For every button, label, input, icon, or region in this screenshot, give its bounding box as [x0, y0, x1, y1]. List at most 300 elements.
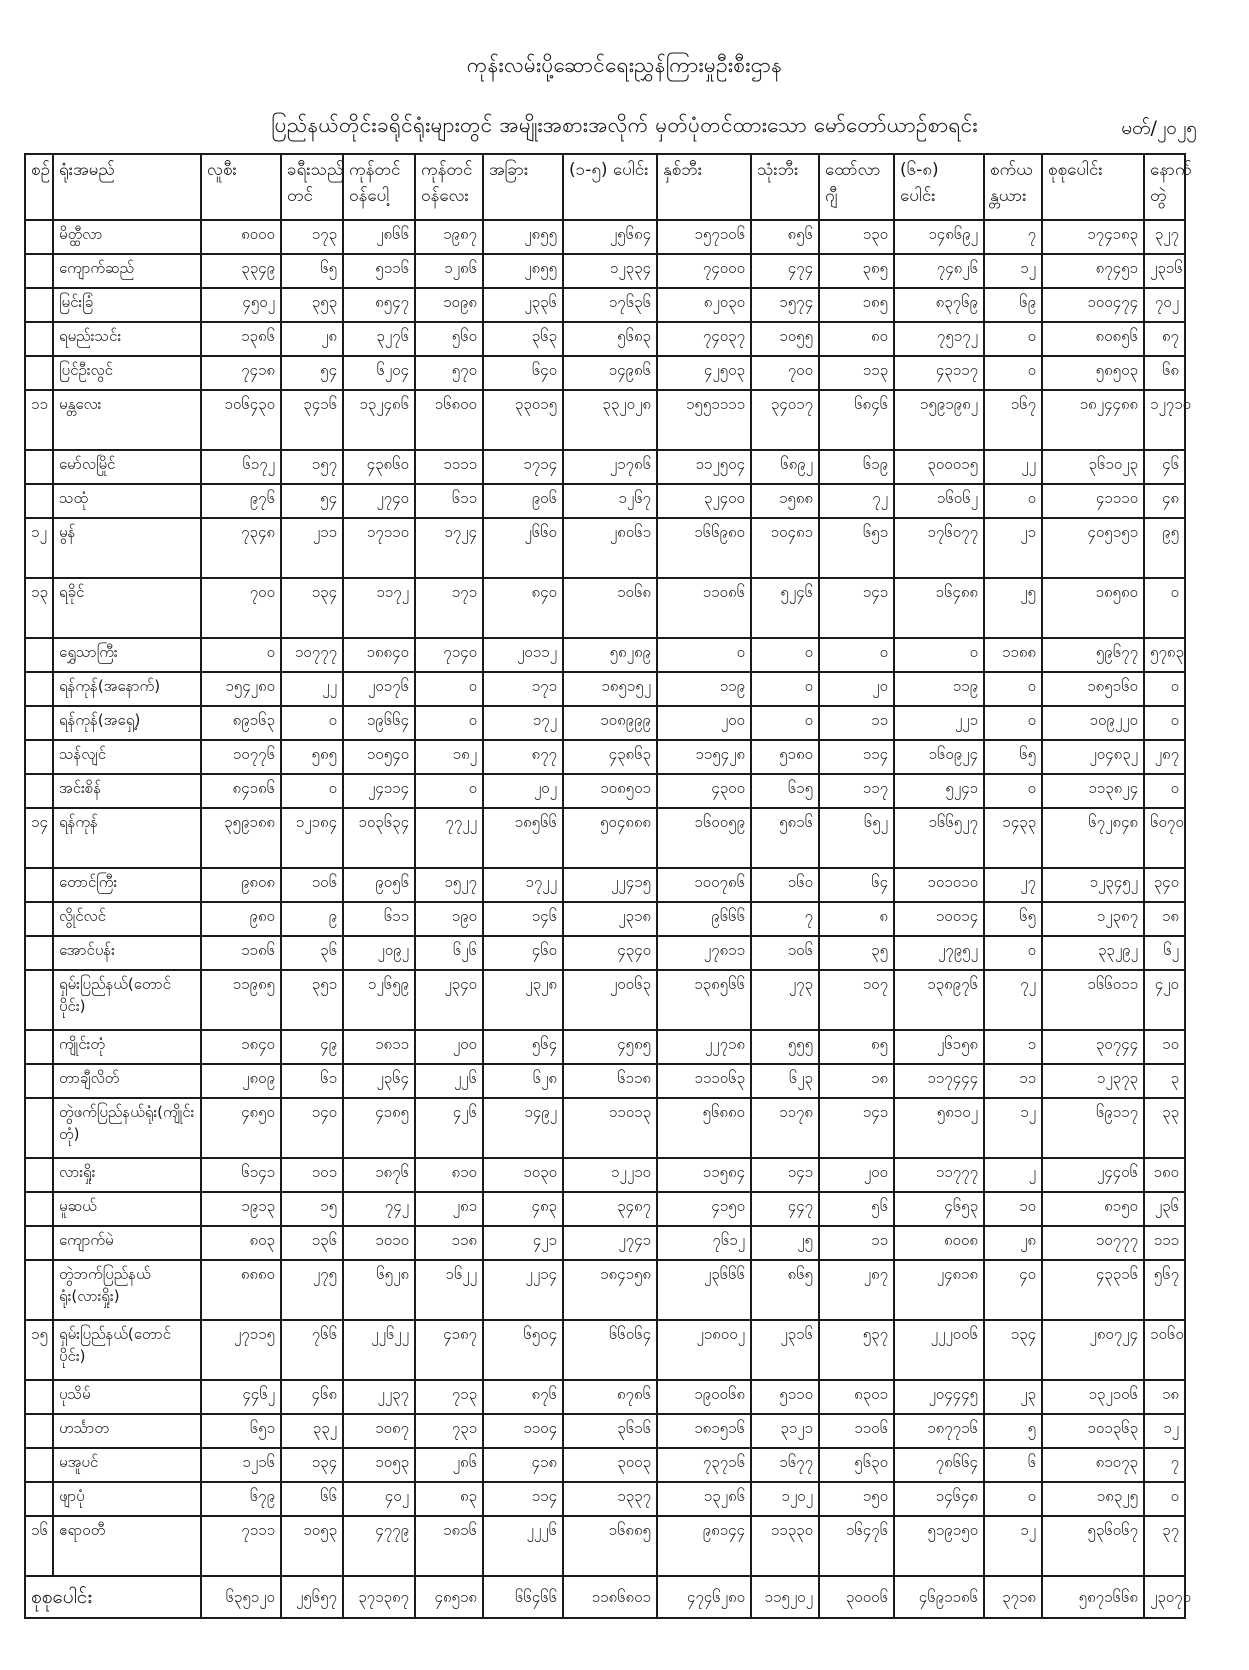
value-cell: ၀	[1144, 578, 1185, 638]
value-cell: ၁၀၈၉၉၉	[563, 706, 657, 740]
value-cell: ၄၆	[1144, 450, 1185, 484]
value-cell: ၁၄၀	[281, 1098, 343, 1158]
value-cell: ၀	[201, 638, 281, 672]
value-cell: ၈	[819, 902, 894, 936]
value-cell: ၁၀၉၂၂၀	[1042, 706, 1144, 740]
value-cell: ၄၇၇၉	[343, 1516, 415, 1576]
value-cell: ၂၂၆	[415, 1064, 483, 1098]
value-cell: ၁၁	[984, 1064, 1042, 1098]
serial-number-cell	[25, 1064, 53, 1098]
value-cell: ၂၃၄၀	[415, 970, 483, 1030]
value-cell: ၁၆၈၀၀	[415, 390, 483, 450]
value-cell: ၁၄၆၄၈	[894, 1482, 984, 1516]
total-value-cell: ၄၈၅၁၈	[415, 1576, 483, 1618]
value-cell: ၆၆	[281, 1482, 343, 1516]
value-cell: ၀	[1144, 1482, 1185, 1516]
value-cell: ၁	[984, 1030, 1042, 1064]
value-cell: ၅၃၇	[819, 1320, 894, 1380]
value-cell: ၆၆၀၆၄	[563, 1320, 657, 1380]
value-cell: ၃၆၃	[483, 322, 563, 356]
value-cell: ၉၅	[1144, 518, 1185, 578]
value-cell: ၂၄၈၁၈	[894, 1260, 984, 1320]
office-name-cell: မော်လမြိုင်	[53, 450, 201, 484]
value-cell: ၁၆၀၀၅၉	[657, 808, 751, 868]
value-cell: ၁၀၅၄၀	[343, 740, 415, 774]
value-cell: ၁၀၅၅	[751, 322, 819, 356]
office-name-cell: မွန်	[53, 518, 201, 578]
serial-number-cell	[25, 220, 53, 254]
value-cell: ၂၈၀၇၂၄	[1042, 1320, 1144, 1380]
serial-number-cell: ၁၆	[25, 1516, 53, 1576]
value-cell: ၁၆၇၇	[751, 1448, 819, 1482]
value-cell: ၂၀၁၇၆	[343, 672, 415, 706]
serial-number-cell	[25, 1158, 53, 1192]
serial-number-cell: ၁၂	[25, 518, 53, 578]
value-cell: ၄၆၅၃	[894, 1192, 984, 1226]
value-cell: ၁၁၈၆	[201, 936, 281, 970]
value-cell: ၇၄၂	[343, 1192, 415, 1226]
value-cell: ၉၆၆၆	[657, 902, 751, 936]
value-cell: ၂၀၀	[657, 706, 751, 740]
value-cell: ၁၁၉၈၅	[201, 970, 281, 1030]
value-cell: ၃၄၀၁၇	[751, 390, 819, 450]
value-cell: ၄၅၈၅	[563, 1030, 657, 1064]
table-row	[25, 1192, 1185, 1226]
value-cell: ၅၁၉၁၅၀	[894, 1516, 984, 1576]
value-cell: ၁၁၅၄၂၈	[657, 740, 751, 774]
value-cell: ၁၈၂၄၄၈၈	[1042, 390, 1144, 450]
value-cell: ၁၇၁	[483, 672, 563, 706]
value-cell: ၄၇၄	[751, 254, 819, 288]
value-cell: ၂၈	[984, 1226, 1042, 1260]
value-cell: ၈၂၀၃၀	[657, 288, 751, 322]
value-cell: ၂၅	[751, 1226, 819, 1260]
value-cell: ၁၁၀၄	[483, 1414, 563, 1448]
value-cell: ၈၇၇	[483, 740, 563, 774]
value-cell: ၁၂၁၈၄	[281, 808, 343, 868]
value-cell: ၁၉၁၃	[201, 1192, 281, 1226]
column-header: လူစီး	[201, 154, 281, 220]
value-cell: ၈၅၆	[751, 220, 819, 254]
serial-number-cell: ၁၄	[25, 808, 53, 868]
value-cell: ၇၄၀၀၀	[657, 254, 751, 288]
table-row	[25, 1482, 1185, 1516]
value-cell: ၈၁၅၀	[1042, 1192, 1144, 1226]
value-cell: ၁၁၂၅၀၄	[657, 450, 751, 484]
office-title: ကုန်းလမ်းပို့ဆောင်ရေးညွှန်ကြားမှုဦးစီးဌာန	[466, 53, 783, 77]
value-cell: ၆၉၁၁၇	[1042, 1098, 1144, 1158]
office-name-cell: မြင်းခြံ	[53, 288, 201, 322]
office-name-cell: တာချီလိတ်	[53, 1064, 201, 1098]
value-cell: ၁၇၆၃၆	[563, 288, 657, 322]
value-cell: ၁၈၈၄၀	[343, 638, 415, 672]
office-name-cell: ကျောက်မဲ	[53, 1226, 201, 1260]
value-cell: ၁၀၆၄၃၀	[201, 390, 281, 450]
table-row	[25, 740, 1185, 774]
value-cell: ၂၃၁၆	[751, 1320, 819, 1380]
serial-number-cell	[25, 1482, 53, 1516]
value-cell: ၁၁၈၈	[984, 638, 1042, 672]
value-cell: ၁၇၂	[483, 706, 563, 740]
office-name-cell: အောင်ပန်း	[53, 936, 201, 970]
table-row	[25, 322, 1185, 356]
value-cell: ၁၅၄၂၈၀	[201, 672, 281, 706]
value-cell: ၅	[984, 1414, 1042, 1448]
value-cell: ၆၉	[984, 288, 1042, 322]
value-cell: ၅၆၈၈၀	[657, 1098, 751, 1158]
value-cell: ၃၂၇	[1144, 220, 1185, 254]
value-cell: ၁၁၃	[819, 356, 894, 390]
value-cell: ၂၁၈၀၀၂	[657, 1320, 751, 1380]
value-cell: ၁၀	[984, 1192, 1042, 1226]
value-cell: ၄၃၁၁၇	[894, 356, 984, 390]
value-cell: ၅၆၄	[483, 1030, 563, 1064]
value-cell: ၂၁၇၈၆	[563, 450, 657, 484]
office-name-cell: မိတ္ထီလာ	[53, 220, 201, 254]
value-cell: ၆၁၅	[751, 774, 819, 808]
table-row	[25, 1226, 1185, 1260]
value-cell: ၁၄၉၈၆	[563, 356, 657, 390]
table-row	[25, 1098, 1185, 1158]
value-cell: ၂၇၃	[751, 970, 819, 1030]
value-cell: ၃၈၅	[819, 254, 894, 288]
value-cell: ၁၆၆၅၂၇	[894, 808, 984, 868]
value-cell: ၅၅၅	[751, 1030, 819, 1064]
value-cell: ၆၅	[984, 740, 1042, 774]
office-name-cell: ရန်ကုန်	[53, 808, 201, 868]
value-cell: ၉၈၁၄၄	[657, 1516, 751, 1576]
value-cell: ၆၀၇၀	[1144, 808, 1185, 868]
serial-number-cell	[25, 868, 53, 902]
value-cell: ၁၆၀၉၂၄	[894, 740, 984, 774]
value-cell: ၂၂	[281, 672, 343, 706]
value-cell: ၁၄၆	[483, 902, 563, 936]
value-cell: ၂၈၇	[819, 1260, 894, 1320]
table-row	[25, 1448, 1185, 1482]
value-cell: ၁၁၅၈၄	[657, 1158, 751, 1192]
value-cell: ၁၉၆၆၄	[343, 706, 415, 740]
value-cell: ၂၂	[984, 450, 1042, 484]
office-name-cell: တွဲဘက်ပြည်နယ်ရုံး(လားရှိုး)	[53, 1260, 201, 1320]
office-name-cell: ရခိုင်	[53, 578, 201, 638]
value-cell: ၀	[984, 322, 1042, 356]
serial-number-cell	[25, 1380, 53, 1414]
value-cell: ၃၅၁	[281, 970, 343, 1030]
value-cell: ၁၃၄	[281, 578, 343, 638]
value-cell: ၁၈၁၆	[415, 1516, 483, 1576]
value-cell: ၁၅၇	[281, 450, 343, 484]
office-name-cell: လားရှိုး	[53, 1158, 201, 1192]
value-cell: ၄၄၇	[751, 1192, 819, 1226]
serial-number-cell	[25, 638, 53, 672]
value-cell: ၅၃၆၀၆၇	[1042, 1516, 1144, 1576]
value-cell: ၁၄၁	[819, 578, 894, 638]
value-cell: ၈၄၀	[483, 578, 563, 638]
value-cell: ၁၃၂၁၀၆	[1042, 1380, 1144, 1414]
column-header: နှစ်ဘီး	[657, 154, 751, 220]
serial-number-cell	[25, 288, 53, 322]
value-cell: ၂၇	[984, 868, 1042, 902]
office-name-cell: သထုံ	[53, 484, 201, 518]
value-cell: ၉၈၀	[201, 902, 281, 936]
value-cell: ၂၃၆၄	[343, 1064, 415, 1098]
value-cell: ၉၀၆	[483, 484, 563, 518]
table-row	[25, 1260, 1185, 1320]
value-cell: ၁၉၈၇	[415, 220, 483, 254]
value-cell: ၇၀၀	[201, 578, 281, 638]
value-cell: ၀	[984, 484, 1042, 518]
value-cell: ၁၀၅၃	[343, 1448, 415, 1482]
value-cell: ၁၀၇၇၆	[201, 740, 281, 774]
value-cell: ၀	[984, 1482, 1042, 1516]
column-header: ကုန်တင်ဝန်လေး	[415, 154, 483, 220]
value-cell: ၁၀၇	[819, 970, 894, 1030]
value-cell: ၈၅	[819, 1030, 894, 1064]
column-header: အခြား	[483, 154, 563, 220]
value-cell: ၂၃၁၈	[563, 902, 657, 936]
value-cell: ၉၈၀၈	[201, 868, 281, 902]
table-row	[25, 220, 1185, 254]
value-cell: ၁၂၃၄၅၂	[1042, 868, 1144, 902]
office-name-cell: မအူပင်	[53, 1448, 201, 1482]
value-cell: ၁၀၇၇၇	[281, 638, 343, 672]
value-cell: ၂၇၄၀	[343, 484, 415, 518]
serial-number-cell	[25, 902, 53, 936]
value-cell: ၁၇၂၂	[483, 868, 563, 902]
value-cell: ၀	[984, 672, 1042, 706]
value-cell: ၄၆၀	[483, 936, 563, 970]
table-row	[25, 484, 1185, 518]
value-cell: ၆၅၂၈	[343, 1260, 415, 1320]
serial-number-cell	[25, 254, 53, 288]
value-cell: ၅၉၆၇၇	[1042, 638, 1144, 672]
value-cell: ၄၀၂	[343, 1482, 415, 1516]
serial-number-cell	[25, 672, 53, 706]
value-cell: ၃၀၇၄၄	[1042, 1030, 1144, 1064]
value-cell: ၁၂	[984, 254, 1042, 288]
value-cell: ၃၆	[281, 936, 343, 970]
value-cell: ၁၄၈၆၉၂	[894, 220, 984, 254]
value-cell: ၇၄၈၂၆	[894, 254, 984, 288]
value-cell: ၁၃၂၈၆	[657, 1482, 751, 1516]
value-cell: ၁၄၁	[751, 1158, 819, 1192]
value-cell: ၈၃	[415, 1482, 483, 1516]
value-cell: ၃၁၂၁	[751, 1414, 819, 1448]
value-cell: ၁၀၄၈၁	[751, 518, 819, 578]
value-cell: ၅၆	[819, 1192, 894, 1226]
value-cell: ၂၂၆၂၂	[343, 1320, 415, 1380]
value-cell: ၆၈၉၂	[751, 450, 819, 484]
value-cell: ၆၁၄၁	[201, 1158, 281, 1192]
header-row	[25, 154, 1185, 220]
vehicle-register-table	[24, 153, 1192, 1619]
office-name-cell: ရှမ်းပြည်နယ်(တောင်ပိုင်း)	[53, 970, 201, 1030]
serial-number-cell	[25, 1448, 53, 1482]
value-cell: ၈၉၁၆၃	[201, 706, 281, 740]
value-cell: ၇၂	[984, 970, 1042, 1030]
value-cell: ၁၅၀	[819, 1482, 894, 1516]
value-cell: ၁၄၉၂	[483, 1098, 563, 1158]
value-cell: ၇၀၂	[1144, 288, 1185, 322]
value-cell: ၆၄၀	[483, 356, 563, 390]
value-cell: ၂၄၁၁၄	[343, 774, 415, 808]
value-cell: ၂၈၆၆	[343, 220, 415, 254]
grand-total-row	[25, 1576, 1185, 1618]
office-name-cell: ဖျာပုံ	[53, 1482, 201, 1516]
value-cell: ၇၀၀	[751, 356, 819, 390]
value-cell: ၂၃၃၆	[483, 288, 563, 322]
value-cell: ၆၅	[984, 902, 1042, 936]
value-cell: ၂၀၄၈၃၂	[1042, 740, 1144, 774]
value-cell: ၁၇၁၁၀	[343, 518, 415, 578]
value-cell: ၃၂၄၀၀	[657, 484, 751, 518]
value-cell: ၈၀	[819, 322, 894, 356]
value-cell: ၃၀၀၀၁၅	[894, 450, 984, 484]
value-cell: ၂၇၄၁	[563, 1226, 657, 1260]
value-cell: ၆၁၁	[343, 902, 415, 936]
value-cell: ၀	[281, 774, 343, 808]
value-cell: ၁၆၆၉၈၀	[657, 518, 751, 578]
value-cell: ၁၁၇၈	[751, 1098, 819, 1158]
value-cell: ၀	[984, 936, 1042, 970]
value-cell: ၇၃၁	[415, 1414, 483, 1448]
value-cell: ၄၄၆၂	[201, 1380, 281, 1414]
value-cell: ၅၈၁၆	[751, 808, 819, 868]
value-cell: ၁၂၈၆	[415, 254, 483, 288]
table-row	[25, 808, 1185, 868]
value-cell: ၁၀၃၀	[483, 1158, 563, 1192]
value-cell: ၅၆၇	[1144, 1260, 1185, 1320]
value-cell: ၁၅၉၁၉၈၂	[894, 390, 984, 450]
value-cell: ၁၀၁၃၆၃	[1042, 1414, 1144, 1448]
office-name-cell: အင်းစိန်	[53, 774, 201, 808]
value-cell: ၁၃၆	[281, 1226, 343, 1260]
serial-number-cell	[25, 1098, 53, 1158]
value-cell: ၄၀၅၁၅၁	[1042, 518, 1144, 578]
value-cell: ၆၈၄၆	[819, 390, 894, 450]
value-cell: ၈၁၀၇၃	[1042, 1448, 1144, 1482]
office-name-cell: တွဲဖက်ပြည်နယ်ရုံး(ကျိုင်းတုံ)	[53, 1098, 201, 1158]
table-row	[25, 638, 1185, 672]
value-cell: ၃၃၂	[281, 1414, 343, 1448]
value-cell: ၅၄	[281, 356, 343, 390]
value-cell: ၁၂၇၁၀	[1144, 390, 1185, 450]
value-cell: ၁၂၁၆	[201, 1448, 281, 1482]
value-cell: ၁၇၁၄	[483, 450, 563, 484]
value-cell: ၆၅၂	[819, 808, 894, 868]
value-cell: ၁၁၉	[894, 672, 984, 706]
value-cell: ၁၈	[1144, 1380, 1185, 1414]
value-cell: ၁၇၁	[415, 578, 483, 638]
value-cell: ၁၈	[1144, 902, 1185, 936]
value-cell: ၈၃၇၆၉	[894, 288, 984, 322]
value-cell: ၂၂၄၁၅	[563, 868, 657, 902]
value-cell: ၂၀၉၂	[343, 936, 415, 970]
value-cell: ၄၀	[984, 1260, 1042, 1320]
value-cell: ၆၁၁၈	[563, 1064, 657, 1098]
value-cell: ၆၇၉	[201, 1482, 281, 1516]
value-cell: ၁၆၄၈၈	[894, 578, 984, 638]
value-cell: ၂၆၆၀	[483, 518, 563, 578]
value-cell: ၃၇	[1144, 1516, 1185, 1576]
value-cell: ၄၆၈	[281, 1380, 343, 1414]
value-cell: ၂	[984, 1158, 1042, 1192]
total-value-cell: ၃၇၁၈	[984, 1576, 1042, 1618]
value-cell: ၇	[984, 220, 1042, 254]
office-name-cell: ရန်ကုန်(အနောက်)	[53, 672, 201, 706]
value-cell: ၁၉၀	[415, 902, 483, 936]
value-cell: ၀	[984, 706, 1042, 740]
table-row	[25, 254, 1185, 288]
office-name-cell: လွိုင်လင်	[53, 902, 201, 936]
value-cell: ၂၀၄၄၄၅	[894, 1380, 984, 1414]
value-cell: ၅၆၀	[415, 322, 483, 356]
value-cell: ၉၀၅၆	[343, 868, 415, 902]
column-header: စဉ်	[25, 154, 53, 220]
value-cell: ၇၃၄၈	[201, 518, 281, 578]
value-cell: ၁၂၂၁၀	[563, 1158, 657, 1192]
table-row	[25, 1030, 1185, 1064]
serial-number-cell	[25, 450, 53, 484]
value-cell: ၈၇၈၆	[563, 1380, 657, 1414]
value-cell: ၁၆၇	[984, 390, 1042, 450]
value-cell: ၁၈၃၂၅	[1042, 1482, 1144, 1516]
value-cell: ၁၂၃၇၃	[1042, 1064, 1144, 1098]
office-name-cell: သန်လျင်	[53, 740, 201, 774]
column-header: နောက်တွဲ	[1144, 154, 1185, 220]
table-row	[25, 1414, 1185, 1448]
value-cell: ၃၅၃	[281, 288, 343, 322]
office-name-cell: ဧရာဝတီ	[53, 1516, 201, 1576]
total-value-cell: ၄၇၄၆၂၈၀	[657, 1576, 751, 1618]
value-cell: ၆၂၈	[483, 1064, 563, 1098]
table-row	[25, 450, 1185, 484]
office-name-cell: ကျောက်ဆည်	[53, 254, 201, 288]
serial-number-cell	[25, 774, 53, 808]
value-cell: ၇၄၀၃၇	[657, 322, 751, 356]
serial-number-cell	[25, 1260, 53, 1320]
value-cell: ၇၄၁၈	[201, 356, 281, 390]
value-cell: ၂၈၅၅	[483, 220, 563, 254]
column-header: စုစုပေါင်း	[1042, 154, 1144, 220]
value-cell: ၁၈၁၅၁၆	[657, 1414, 751, 1448]
table-row	[25, 970, 1185, 1030]
value-cell: ၉	[281, 902, 343, 936]
office-name-cell: မူဆယ်	[53, 1192, 201, 1226]
table-row	[25, 706, 1185, 740]
value-cell: ၂၁၁	[281, 518, 343, 578]
total-value-cell: ၃၇၁၃၈၇	[343, 1576, 415, 1618]
value-cell: ၈၄၁၈၆	[201, 774, 281, 808]
value-cell: ၂၈၀၆၁	[563, 518, 657, 578]
value-cell: ၁၃၀	[819, 220, 894, 254]
value-cell: ၂၀၀	[819, 1158, 894, 1192]
value-cell: ၀	[1144, 706, 1185, 740]
total-value-cell: ၃၀၀၀၆	[819, 1576, 894, 1618]
value-cell: ၀	[751, 706, 819, 740]
total-value-cell: ၂၃၀၇၁	[1144, 1576, 1185, 1618]
value-cell: ၁၃၄	[984, 1320, 1042, 1380]
value-cell: ၇	[1144, 1448, 1185, 1482]
value-cell: ၁၀၁၀၁၀	[894, 868, 984, 902]
value-cell: ၄၃၄၀	[563, 936, 657, 970]
value-cell: ၅၁၈၀	[751, 740, 819, 774]
value-cell: ၃၆၁၆	[563, 1414, 657, 1448]
value-cell: ၂၃	[984, 1380, 1042, 1414]
value-cell: ၁၃၂၄၈၆	[343, 390, 415, 450]
table-row	[25, 1064, 1185, 1098]
total-value-cell: ၄၆၉၁၁၈၆	[894, 1576, 984, 1618]
